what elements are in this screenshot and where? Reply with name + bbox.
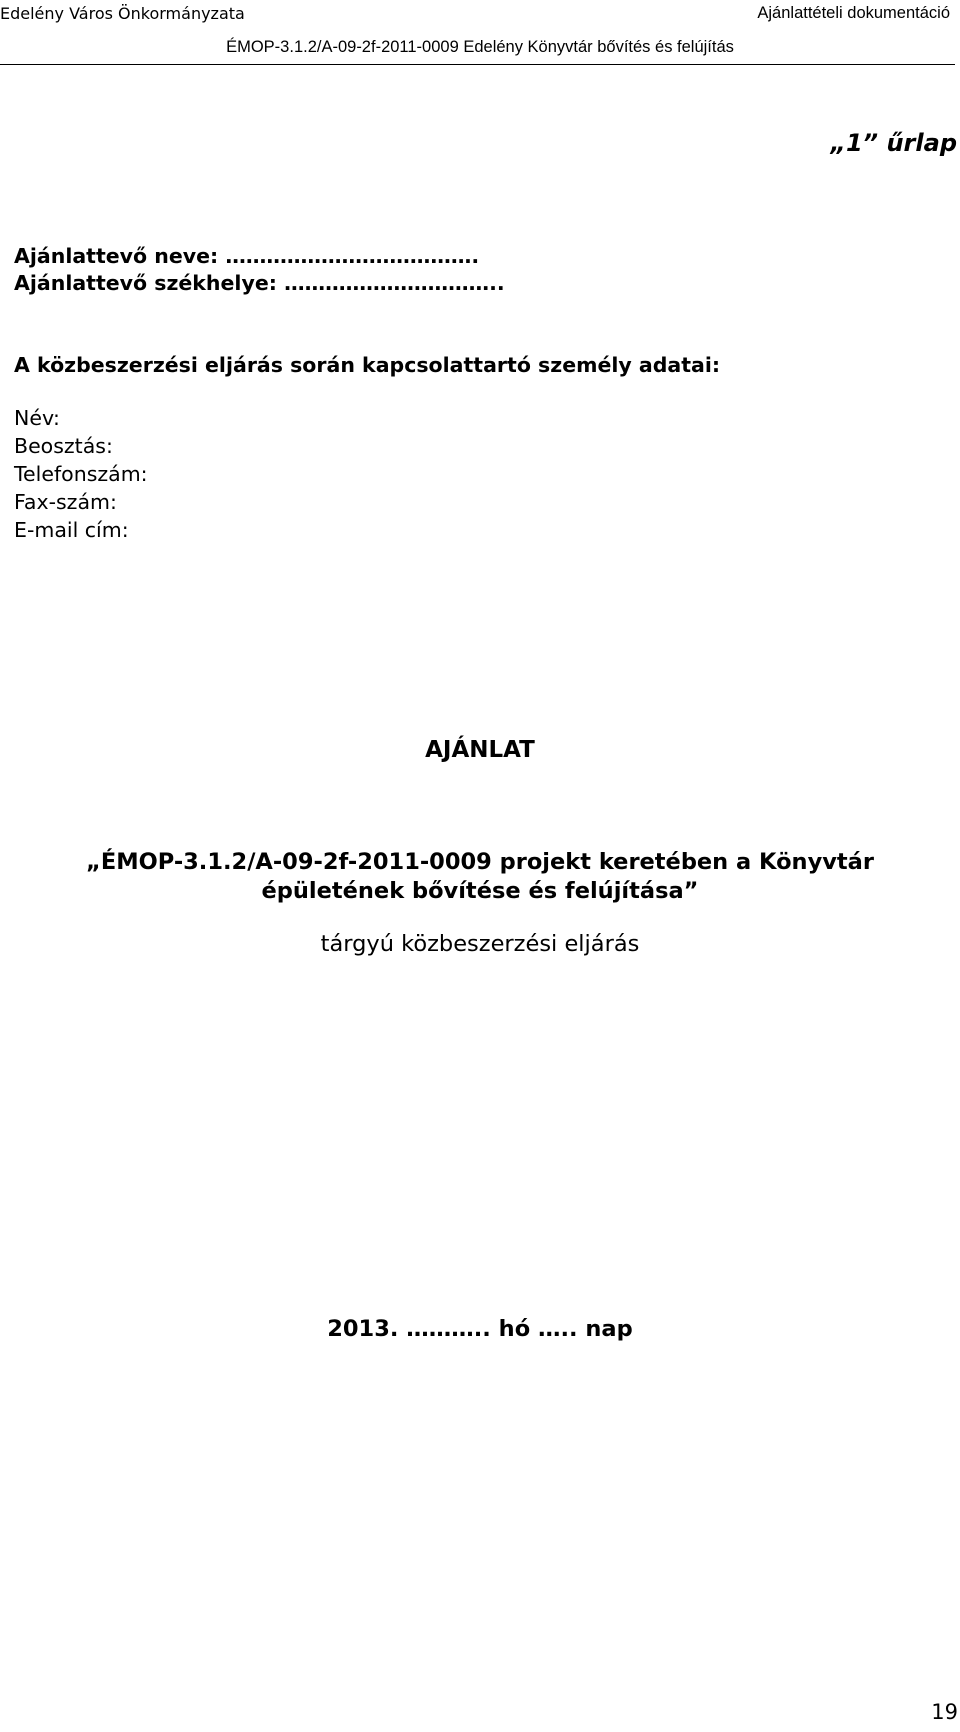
field-phone: Telefonszám: (14, 462, 148, 486)
header-document-type: Ajánlattételi dokumentáció (757, 4, 950, 22)
page-number: 19 (931, 1700, 958, 1724)
page-header (0, 0, 955, 65)
field-email: E-mail cím: (14, 518, 129, 542)
offer-title: AJÁNLAT (425, 737, 535, 763)
field-fax: Fax-szám: (14, 490, 117, 514)
project-description (0, 848, 960, 906)
project-line-2: épületének bővítése és felújítása” (261, 878, 699, 904)
field-position: Beosztás: (14, 434, 113, 458)
bidder-name-line: Ajánlattevő neve: ………………………………. (14, 244, 480, 268)
header-project-title: ÉMOP-3.1.2/A-09-2f-2011-0009 Edelény Könyvtár bővítés és felújítás (226, 38, 734, 56)
project-line-1: „ÉMOP-3.1.2/A-09-2f-2011-0009 projekt keretében a Könyvtár (86, 849, 874, 875)
header-organization: Edelény Város Önkormányzata (0, 4, 245, 23)
form-title: „1” űrlap (830, 129, 957, 157)
procurement-subject: tárgyú közbeszerzési eljárás (320, 931, 640, 957)
field-name: Név: (14, 406, 60, 430)
date-line: 2013. ……….. hó ….. nap (327, 1316, 633, 1342)
contact-heading: A közbeszerzési eljárás során kapcsolattartó személy adatai: (14, 353, 721, 377)
bidder-seat-line: Ajánlattevő székhelye: ………………………….. (14, 271, 505, 295)
